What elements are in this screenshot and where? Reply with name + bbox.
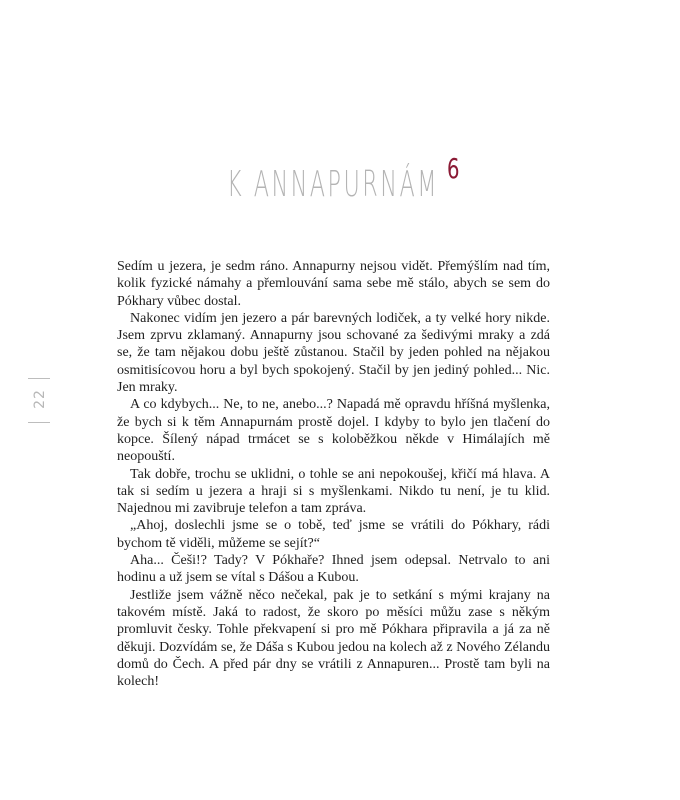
paragraph: Nakonec vidím jen jezero a pár barevných lodiček, a ty velké hory nikde. Jsem zprvu zklamaný. Annapurny jsou schované za šedivými mraky a zdá se, že tam nějakou dobu ještě zůstanou. Stačil by jeden pohled na nějakou osmitisícovou horu a byl bych spokojený. Stačil by jen jediný pohled... Nic. Jen mraky.: [117, 310, 550, 396]
chapter-title: K ANNAPURNÁM: [227, 164, 439, 205]
paragraph: Tak dobře, trochu se uklidni, o tohle se ani nepokoušej, křičí má hlava. A tak si sedím u jezera a hraji si s myšlenkami. Nikdo tu není, je tu klid. Najednou mi zavibruje telefon a tam zpráva.: [117, 466, 550, 517]
chapter-header: [200, 152, 500, 215]
paragraph: A co kdybych... Ne, to ne, anebo...? Napadá mě opravdu hříšná myšlenka, že bych si k těm Annapurnám prostě dojel. I kdyby to bylo jen tlačení do kopce. Šílený nápad trmácet se s koloběžkou někde v Himálajích mě neopouští.: [117, 397, 550, 465]
paragraph: Sedím u jezera, je sedm ráno. Annapurny nejsou vidět. Přemýšlím nad tím, kolik fyzické námahy a přemlouvání sama sebe mě stálo, abych se sem do Pókhary vůbec dostal.: [117, 259, 550, 309]
paragraph: Aha... Češi!? Tady? V Pókhaře? Ihned jsem odepsal. Netrvalo to ani hodinu a už jsem se vítal s Dášou a Kubou.: [117, 553, 550, 586]
page-number: 22: [32, 389, 48, 409]
page-number-marker: [25, 378, 55, 426]
page-number-rule-bottom: [28, 422, 50, 423]
chapter-number: 6: [447, 152, 460, 185]
body-text: [117, 258, 550, 690]
paragraph: Jestliže jsem vážně něco nečekal, pak je to setkání s mými krajany na takovém místě. Jaká to radost, že skoro po měsíci můžu zase s někým promluvit česky. Tohle překvapení si pro mě Pókhara připravila a já za ně děkuji. Dozvídám se, že Dáša s Kubou jedou na kolech až z Nového Zélandu domů do Čech. A před pár dny se vrátili z Annapuren... Prostě tam byli na kolech!: [117, 587, 550, 690]
paragraph: „Ahoj, doslechli jsme se o tobě, teď jsme se vrátili do Pókhary, rádi bychom tě viděli, můžeme se sejít?“: [117, 518, 550, 551]
